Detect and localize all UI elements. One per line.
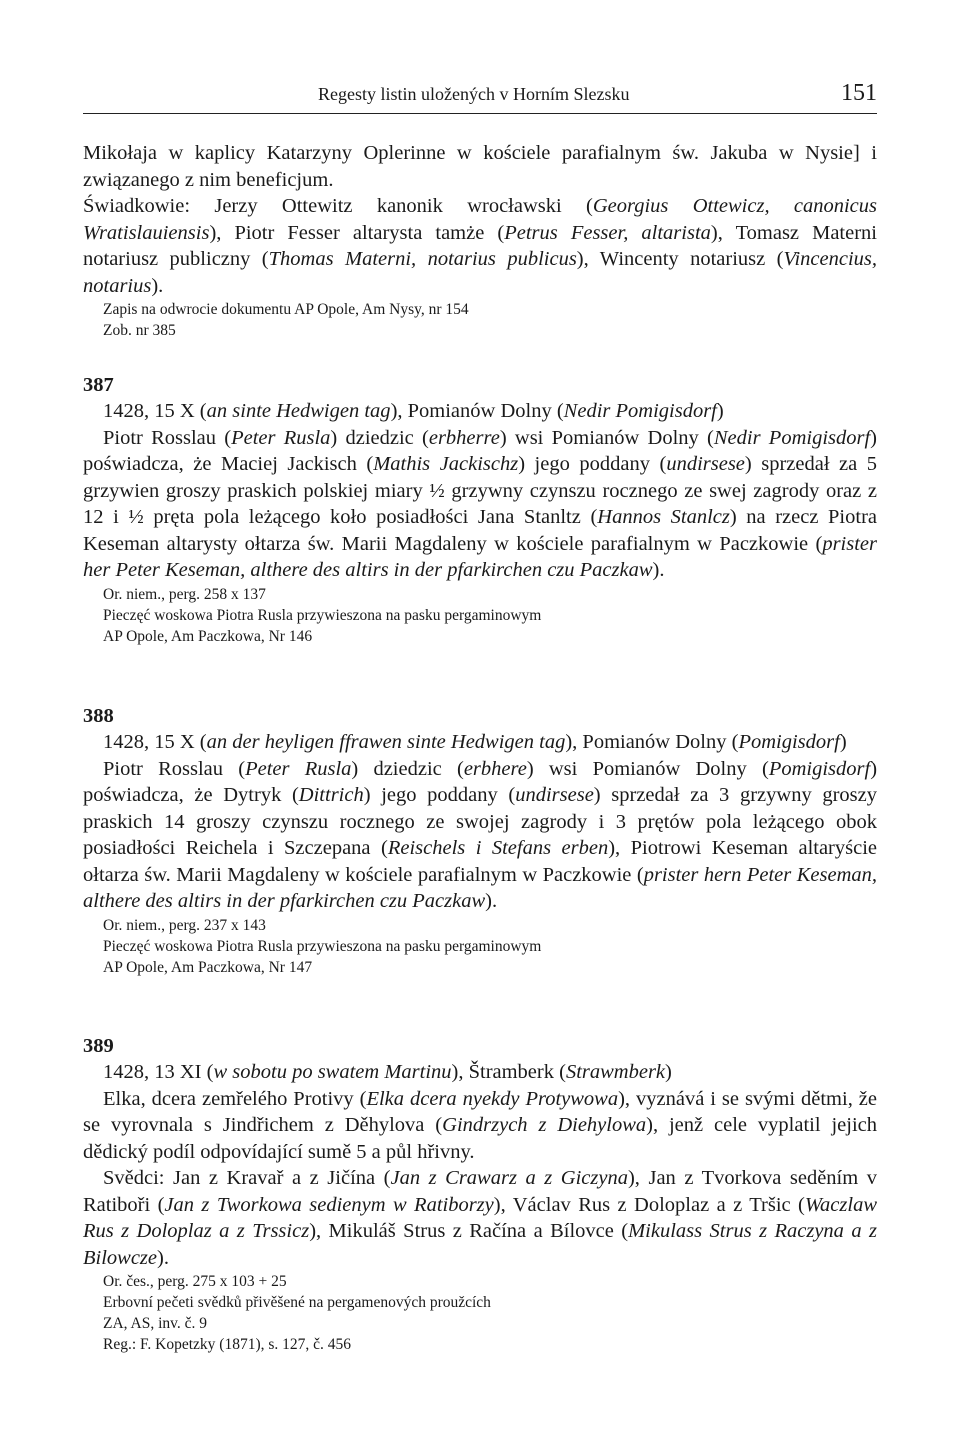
running-title: Regesty listin uložených v Horním Slezsku	[318, 84, 630, 104]
archive-note: AP Opole, Am Paczkowa, Nr 146	[103, 627, 313, 645]
original-note: Or. čes., perg. 275 x 103 + 25	[103, 1273, 287, 1290]
entry-number: 389	[83, 1035, 114, 1057]
entry-date-place: 1428, 15 X (an sinte Hedwigen tag), Pomianów Dolny (Nedir Pomigisdorf)	[103, 400, 724, 422]
entry-summary: Elka, dcera zemřelého Protivy (Elka dcera nyekdy Protywowa), vyznává i se svými dětmi, že se vyrovnala s Jindřichem z Děhylova (Gindrzych z Diehylowa), jenž cele vyplatil jejich dědický podíl odpovídající sumě 5 a půl hřivny.	[83, 1087, 877, 1163]
entry-389	[83, 1033, 877, 1355]
running-header	[83, 80, 877, 108]
regest-reference-note: Reg.: F. Kopetzky (1871), s. 127, č. 456	[103, 1336, 352, 1353]
continuation-paragraph: Mikołaja w kaplicy Katarzyny Oplerinne w kościele parafialnym św. Jakuba w Nysie] i związanego z nim beneficjum.	[83, 142, 877, 191]
entry-summary: Piotr Rosslau (Peter Rusla) dziedzic (erbhere) wsi Pomianów Dolny (Pomigisdorf) poświadcza, że Dytryk (Dittrich) jego poddany (undirsese) sprzedał za 3 grzywny groszy praskich 14 groszy czynszu rocznego ze swojej zagrody i 3 prętów pola leżącego obok posiadłości Reichela i Szczepana (Reischels i Stefans erben), Piotrowi Keseman altaryście ołtarza św. Marii Magdaleny w kościele parafialnym w Paczkowie (prister hern Peter Keseman, althere des altirs in der pfarkirchen czu Paczkaw).	[83, 757, 878, 912]
entry-388	[83, 703, 877, 978]
seal-note: Pieczęć woskowa Piotra Rusla przywieszona na pasku pergaminowym	[103, 937, 542, 955]
cross-reference-note: Zob. nr 385	[103, 322, 176, 339]
entry-date-place: 1428, 15 X (an der heyligen ffrawen sinte Hedwigen tag), Pomianów Dolny (Pomigisdorf)	[103, 731, 847, 753]
previous-entry-continuation	[83, 140, 877, 341]
entry-number: 387	[83, 374, 114, 396]
entry-witnesses: Svědci: Jan z Kravař a z Jičína (Jan z Crawarz a z Giczyna), Jan z Tvorkova seděním v Ratiboři (Jan z Tworkowa sedienym w Ratiborzy), Václav Rus z Doloplaz a z Tršic (Waczlaw Rus z Doloplaz a z Trssicz), Mikuláš Strus z Račína a Bílovce (Mikulass Strus z Raczyna a z Bilowcze).	[83, 1167, 877, 1269]
seal-note: Erbovní pečeti svědků přivěšené na pergamenových proužcích	[103, 1294, 491, 1311]
witnesses-paragraph: Świadkowie: Jerzy Ottewitz kanonik wrocławski (Georgius Ottewicz, canonicus Wratislauiensis), Piotr Fesser altarysta tamże (Petrus Fesser, altarista), Tomasz Materni notariusz publiczny (Thomas Materni, notarius publicus), Wincenty notariusz (Vincencius, notarius).	[83, 195, 878, 297]
seal-note: Pieczęć woskowa Piotra Rusla przywieszona na pasku pergaminowym	[103, 606, 542, 624]
entry-summary: Piotr Rosslau (Peter Rusla) dziedzic (erbherre) wsi Pomianów Dolny (Nedir Pomigisdorf) poświadcza, że Maciej Jackisch (Mathis Jackischz) jego poddany (undirsese) sprzedał za 5 grzywien groszy praskich polskiej miary ½ grzywny czynszu rocznego ze swej zagrody oraz z 12 i ½ pręta pola leżącego koło posiadłości Jana Stanltz (Hannos Stanlcz) na rzecz Piotra Keseman altarysty ołtarza św. Marii Magdaleny w kościele parafialnym w Paczkowie (prister her Peter Keseman, althere des altirs in der pfarkirchen czu Paczkaw).	[83, 426, 878, 581]
original-note: Or. niem., perg. 237 x 143	[103, 916, 266, 934]
entry-number: 388	[83, 705, 114, 727]
page-number: 151	[841, 80, 877, 106]
original-note: Or. niem., perg. 258 x 137	[103, 585, 266, 603]
header-rule	[83, 113, 877, 114]
entry-387	[83, 372, 877, 647]
archive-note: AP Opole, Am Paczkowa, Nr 147	[103, 958, 313, 976]
entry-date-place: 1428, 13 XI (w sobotu po swatem Martinu), Štramberk (Strawmberk)	[103, 1061, 672, 1083]
archive-note: ZA, AS, inv. č. 9	[103, 1315, 208, 1332]
source-note: Zapis na odwrocie dokumentu AP Opole, Am Nysy, nr 154	[103, 301, 469, 318]
